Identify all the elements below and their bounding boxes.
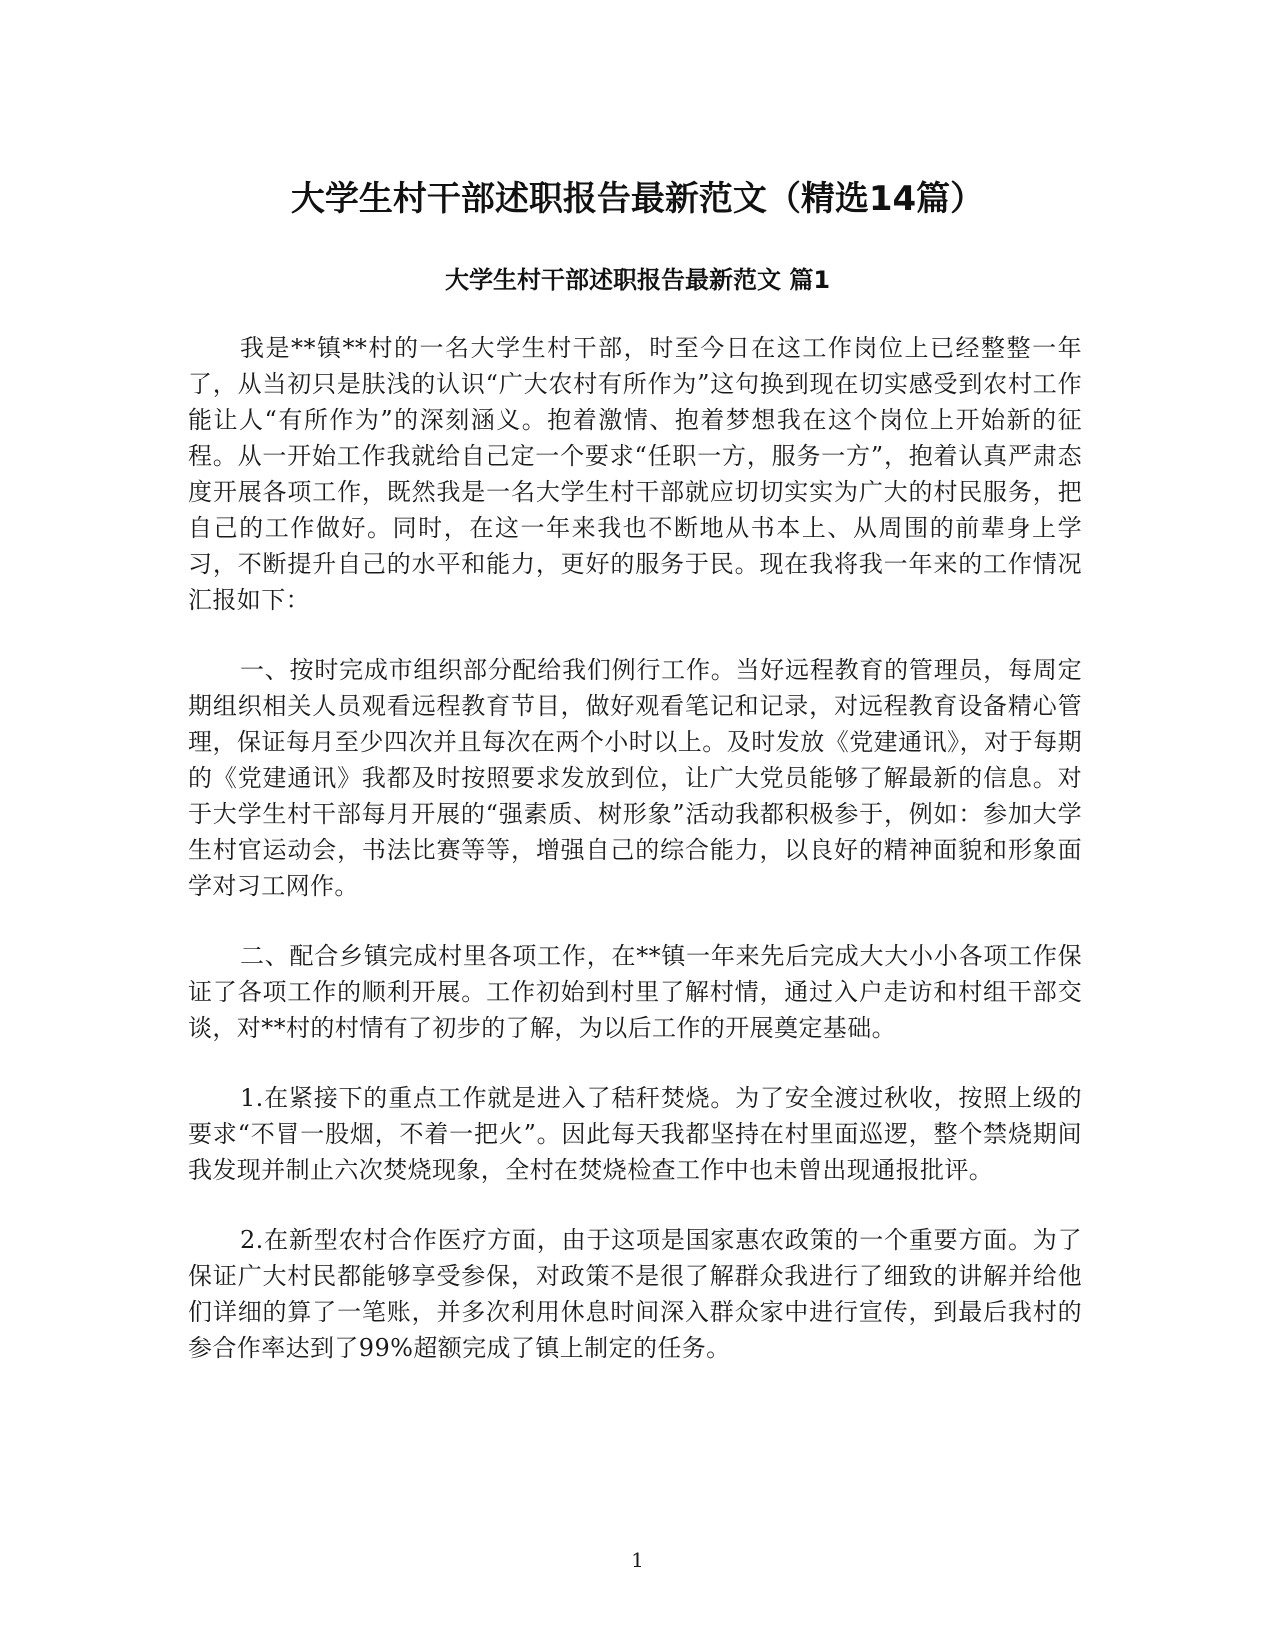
paragraph: 一、按时完成市组织部分配给我们例行工作。当好远程教育的管理员，每周定期组织相关人员观看远程教育节目，做好观看笔记和记录，对远程教育设备精心管理，保证每月至少四次并且每次在两个小时以上。及时发放《党建通讯》，对于每期的《党建通讯》我都及时按照要求发放到位，让广大党员能够了解最新的信息。对于大学生村干部每月开展的“强素质、树形象”活动我都积极参于，例如：参加大学生村官运动会，书法比赛等等，增强自己的综合能力，以良好的精神面貌和形象面学对习工网作。 (188, 656, 1082, 900)
paragraph: 1.在紧接下的重点工作就是进入了秸秆焚烧。为了安全渡过秋收，按照上级的要求“不冒一股烟，不着一把火”。因此每天我都坚持在村里面巡逻，整个禁烧期间我发现并制止六次焚烧现象，全村在焚烧检查工作中也未曾出现通报批评。 (188, 1084, 1082, 1184)
page-number: 1 (631, 1548, 644, 1572)
paragraph: 2.在新型农村合作医疗方面，由于这项是国家惠农政策的一个重要方面。为了保证广大村民都能够享受参保，对政策不是很了解群众我进行了细致的讲解并给他们详细的算了一笔账，并多次利用休息时间深入群众家中进行宣传，到最后我村的参合作率达到了99%超额完成了镇上制定的任务。 (188, 1226, 1082, 1362)
paragraph: 二、配合乡镇完成村里各项工作，在**镇一年来先后完成大大小小各项工作保证了各项工作的顺利开展。工作初始到村里了解村情，通过入户走访和村组干部交谈，对**村的村情有了初步的了解，为以后工作的开展奠定基础。 (188, 942, 1082, 1042)
document-title: 大学生村干部述职报告最新范文（精选14篇） (290, 179, 985, 219)
paragraph: 我是**镇**村的一名大学生村干部，时至今日在这工作岗位上已经整整一年了，从当初只是肤浅的认识“广大农村有所作为”这句换到现在切实感受到农村工作能让人“有所作为”的深刻涵义。抱着激情、抱着梦想我在这个岗位上开始新的征程。从一开始工作我就给自己定一个要求“任职一方，服务一方”，抱着认真严肃态度开展各项工作，既然我是一名大学生村干部就应切切实实为广大的村民服务，把自己的工作做好。同时，在这一年来我也不断地从书本上、从周围的前辈身上学习，不断提升自己的水平和能力，更好的服务于民。现在我将我一年来的工作情况汇报如下： (188, 334, 1082, 614)
section-title: 大学生村干部述职报告最新范文 篇1 (444, 266, 831, 294)
document-body (188, 330, 1082, 1400)
